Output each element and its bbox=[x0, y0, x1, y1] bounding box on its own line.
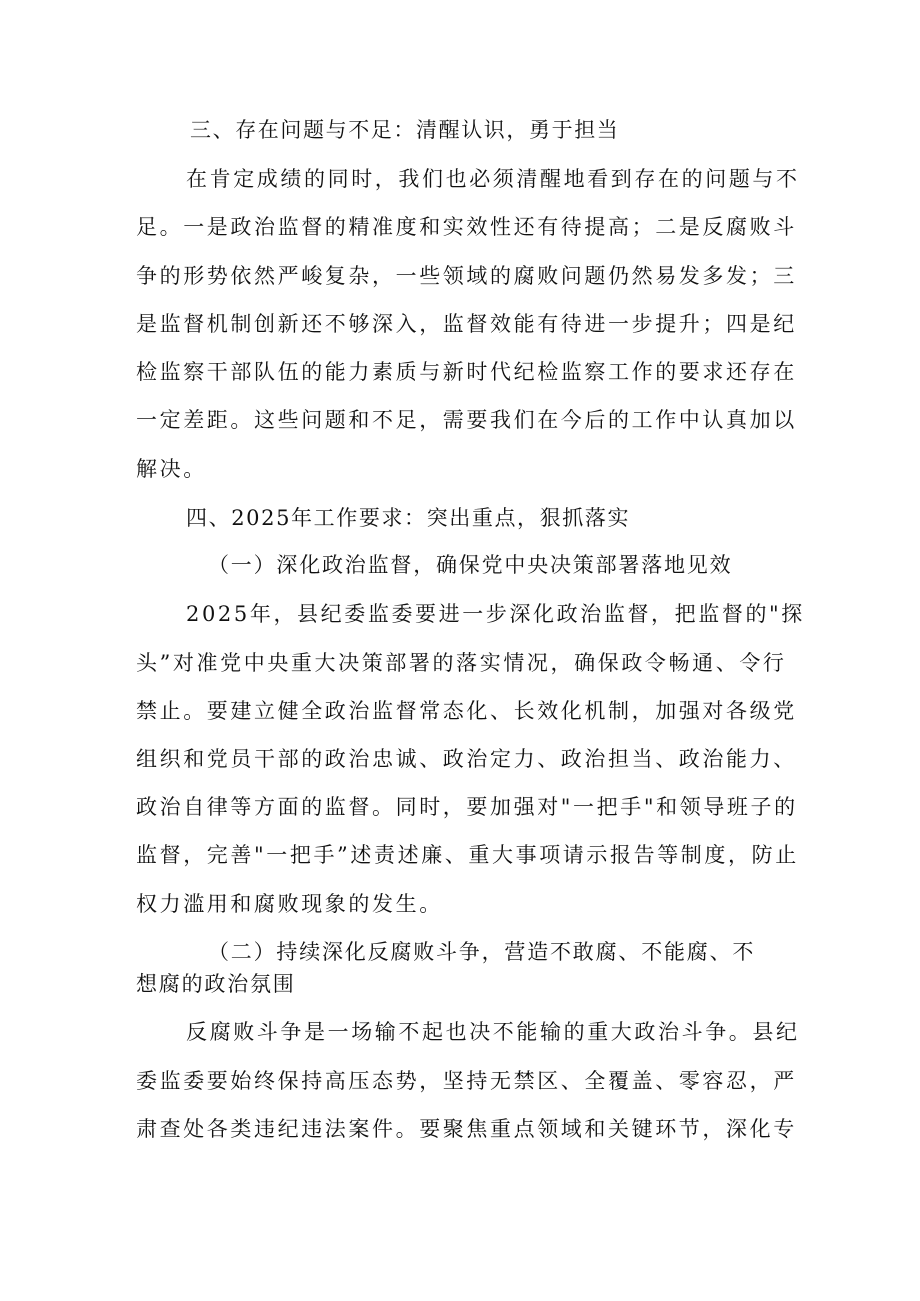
paragraph-line: 2025年，县纪委监委要进一步深化政治监督，把监督的"探 bbox=[186, 602, 805, 626]
paragraph-line: 禁止。要建立健全政治监督常态化、长效化机制，加强对各级党 bbox=[136, 699, 797, 723]
paragraph-line: 争的形势依然严峻复杂，一些领域的腐败问题仍然易发多发；三 bbox=[136, 264, 797, 288]
paragraph-line: 监督，完善"一把手”述责述廉、重大事项请示报告等制度，防止 bbox=[136, 843, 799, 867]
paragraph-line: 委监委要始终保持高压态势，坚持无禁区、全覆盖、零容忍，严 bbox=[136, 1069, 797, 1093]
subsection-title-2: （二）持续深化反腐败斗争，营造不敢腐、不能腐、不 bbox=[208, 940, 756, 964]
paragraph-line: 足。一是政治监督的精准度和实效性还有待提高；二是反腐败斗 bbox=[136, 215, 797, 239]
section-heading-3: 三、存在问题与不足：清醒认识，勇于担当 bbox=[190, 118, 620, 142]
paragraph-line: 组织和党员干部的政治忠诚、政治定力、政治担当、政治能力、 bbox=[136, 747, 797, 771]
subsection-title-2-continued: 想腐的政治氛围 bbox=[136, 972, 296, 996]
paragraph-line: 权力滥用和腐败现象的发生。 bbox=[136, 892, 443, 916]
subsection-title-1: （一）深化政治监督，确保党中央决策部署落地见效 bbox=[208, 553, 733, 577]
paragraph-line: 头”对准党中央重大决策部署的落实情况，确保政令畅通、令行 bbox=[136, 651, 787, 675]
paragraph-line: 在肯定成绩的同时，我们也必须清醒地看到存在的问题与不 bbox=[186, 167, 800, 191]
paragraph-line: 反腐败斗争是一场输不起也决不能输的重大政治斗争。县纪 bbox=[186, 1020, 800, 1044]
paragraph-line: 检监察干部队伍的能力素质与新时代纪检监察工作的要求还存在 bbox=[136, 360, 797, 384]
paragraph-line: 肃查处各类违纪违法案件。要聚焦重点领域和关键环节，深化专 bbox=[136, 1117, 797, 1141]
section-heading-4: 四、2025年工作要求：突出重点，狠抓落实 bbox=[186, 506, 631, 530]
paragraph-line: 是监督机制创新还不够深入，监督效能有待进一步提升；四是纪 bbox=[136, 312, 797, 336]
paragraph-line: 政治自律等方面的监督。同时，要加强对"一把手"和领导班子的 bbox=[136, 795, 798, 819]
paragraph-line: 一定差距。这些问题和不足，需要我们在今后的工作中认真加以 bbox=[136, 408, 797, 432]
paragraph-line: 解决。 bbox=[136, 457, 207, 481]
